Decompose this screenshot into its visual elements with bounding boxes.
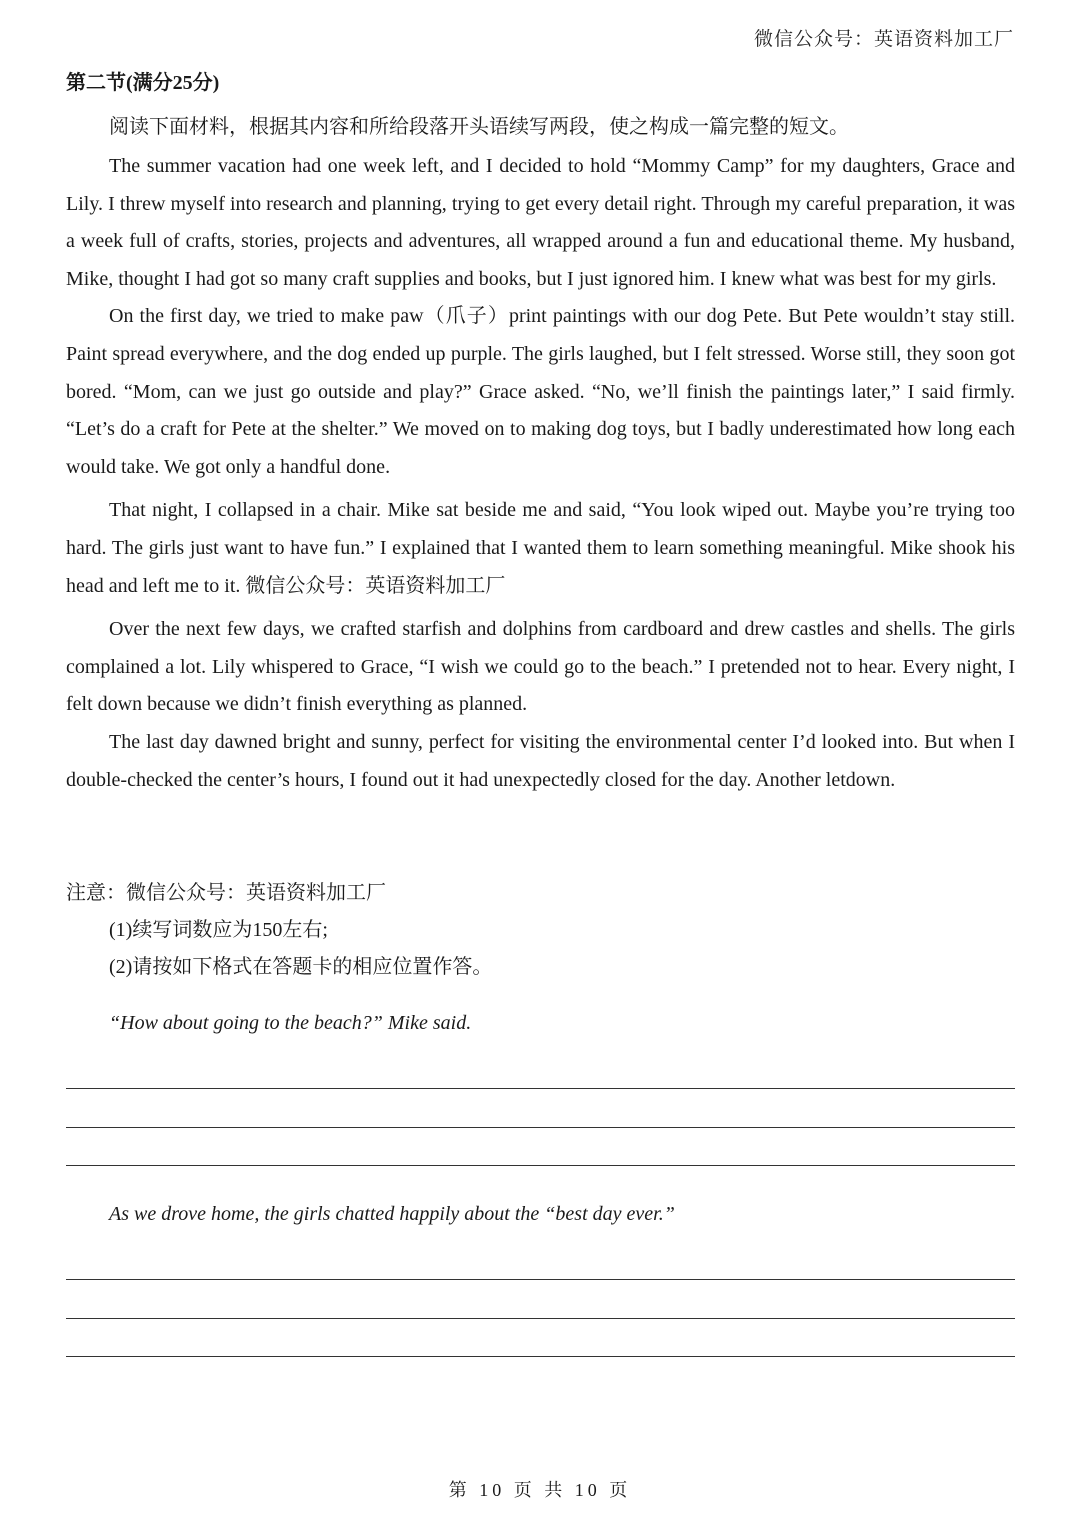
- paragraph-opener-2: As we drove home, the girls chatted happily about the “best day ever.”: [109, 1203, 675, 1225]
- passage-paragraph: The summer vacation had one week left, and I decided to hold “Mommy Camp” for my daughters, Grace and Lily. I threw myself into research and planning, trying to get every detail right. Through my careful preparation, it was a week full of crafts, stories, projects and adventures, all wrapped around a fun and educational theme. My husband, Mike, thought I had got so many craft supplies and books, but I just ignored him. I knew what was best for my girls.: [66, 155, 1015, 290]
- page-number: 第 10 页 共 10 页: [448, 1480, 632, 1500]
- section-title: 第二节(满分25分): [66, 72, 220, 94]
- answer-line: [66, 1165, 1015, 1166]
- notes-title: 注意：微信公众号：英语资料加工厂: [66, 882, 386, 904]
- passage-paragraph: On the first day, we tried to make paw（爪子）print paintings with our dog Pete. But Pete wouldn’t stay still. Paint spread everywhere, and the dog ended up purple. The girls laughed, but I felt stressed. Worse still, they soon got bored. “Mom, can we just go outside and play?” Grace asked. “No, we’ll finish the paintings later,” I said firmly. “Let’s do a craft for Pete at the shelter.” We moved on to making dog toys, but I badly underestimated how long each would take. We got only a handful done.: [66, 305, 1015, 478]
- answer-line: [66, 1279, 1015, 1280]
- answer-line: [66, 1318, 1015, 1319]
- task-instruction: 阅读下面材料，根据其内容和所给段落开头语续写两段，使之构成一篇完整的短文。: [109, 116, 849, 138]
- answer-line: [66, 1127, 1015, 1128]
- header-watermark-note: 微信公众号：英语资料加工厂: [753, 29, 1014, 50]
- passage-paragraph: Over the next few days, we crafted starfish and dolphins from cardboard and drew castles and shells. The girls complained a lot. Lily whispered to Grace, “I wish we could go to the beach.” I pretended not to hear. Every night, I felt down because we didn’t finish everything as planned.: [66, 618, 1015, 716]
- note-item: (2)请按如下格式在答题卡的相应位置作答。: [109, 956, 493, 978]
- passage-paragraph: That night, I collapsed in a chair. Mike sat beside me and said, “You look wiped out. Maybe you’re trying too hard. The girls just want to have fun.” I explained that I wanted them to learn something meaningful. Mike shook his head and left me to it. 微信公众号：英语资料加工厂: [66, 499, 1015, 597]
- answer-line: [66, 1088, 1015, 1089]
- paragraph-opener-1: “How about going to the beach?” Mike said.: [109, 1012, 472, 1034]
- passage-paragraph: The last day dawned bright and sunny, perfect for visiting the environmental center I’d looked into. But when I double-checked the center’s hours, I found out it had unexpectedly closed for the day. Another letdown.: [66, 730, 1015, 791]
- answer-line: [66, 1356, 1015, 1357]
- notes-block: [66, 876, 1015, 987]
- note-item: (1)续写词数应为150左右;: [109, 919, 328, 941]
- reading-passage: [66, 148, 1015, 799]
